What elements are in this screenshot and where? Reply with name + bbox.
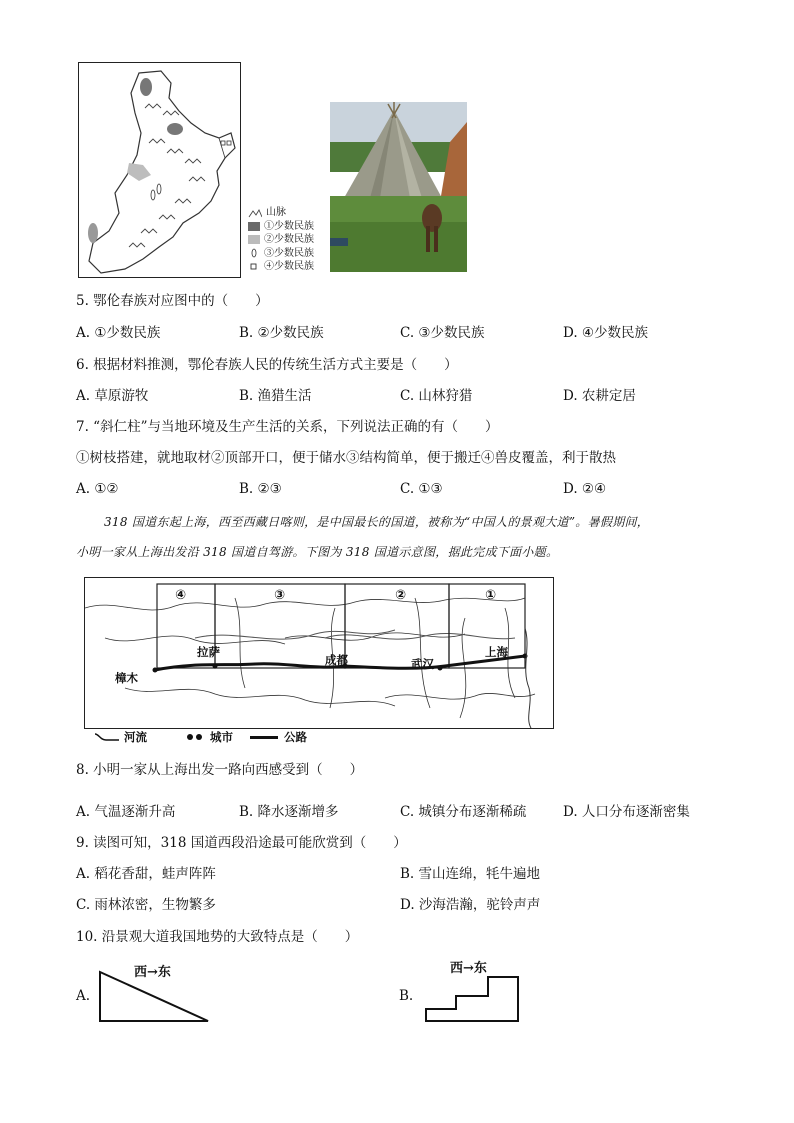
q8-option-c[interactable]: C. 城镇分布逐渐稀疏 — [400, 804, 527, 820]
q10-option-b-direction: 西→东 — [450, 961, 487, 976]
road-legend-icon — [250, 735, 278, 740]
northeast-china-map — [78, 62, 241, 278]
q9-option-a[interactable]: A. 稻花香甜，蛙声阵阵 — [76, 866, 216, 882]
city-label-lhasa: 拉萨 — [197, 645, 220, 659]
question-8-stem: 8. 小明一家从上海出发一路向西感受到（ ） — [76, 762, 364, 778]
legend-label: ④少数民族 — [264, 261, 314, 272]
q7-option-a[interactable]: A. ①② — [76, 481, 119, 497]
question-7-statements: ①树枝搭建，就地取材②顶部开口，便于储水③结构简单，便于搬迁④兽皮覆盖，利于散热 — [76, 450, 616, 466]
route-318-drawing — [85, 578, 553, 728]
q6-option-c[interactable]: C. 山林狩猎 — [400, 388, 473, 404]
dark-fill-swatch — [248, 222, 260, 231]
terrain-profile-a[interactable] — [98, 968, 212, 1024]
q9-option-d[interactable]: D. 沙海浩瀚，驼铃声声 — [400, 897, 541, 913]
northeast-region-outline — [79, 63, 239, 276]
q10-option-b-letter[interactable]: B. — [399, 988, 414, 1004]
city-legend-icon — [186, 733, 204, 741]
q5-option-c[interactable]: C. ③少数民族 — [400, 325, 485, 341]
q9-option-b[interactable]: B. 雪山连绵，牦牛遍地 — [400, 866, 541, 882]
q10-option-a-letter[interactable]: A. — [76, 988, 91, 1004]
terrain-profile-b[interactable] — [424, 974, 522, 1024]
q6-option-d[interactable]: D. 农耕定居 — [563, 388, 636, 404]
q7-option-b[interactable]: B. ②③ — [239, 481, 282, 497]
square-icon — [248, 262, 260, 272]
river-legend-icon — [94, 731, 120, 743]
q10-option-a-direction: 西→东 — [134, 965, 171, 980]
passage-line-1: 318 国道东起上海，西至西藏日喀则，是中国最长的国道，被称为“中国人的景观大道”。暑假期间， — [104, 515, 650, 529]
region-1-patch — [140, 78, 152, 96]
legend-label: ③少数民族 — [264, 247, 314, 259]
question-5-stem: 5. 鄂伦春族对应图中的（ ） — [76, 293, 269, 309]
city-dot-wuhan — [438, 666, 443, 671]
legend-group-4 — [248, 260, 314, 274]
q7-option-c[interactable]: C. ①③ — [400, 481, 443, 497]
box-label-1: ① — [485, 588, 497, 603]
reindeer — [422, 204, 442, 232]
q8-option-d[interactable]: D. 人口分布逐渐密集 — [563, 804, 690, 820]
legend-group-3 — [248, 247, 314, 261]
legend-road-label: 公路 — [284, 730, 307, 744]
passage-line-2: 小明一家从上海出发沿 318 国道自驾游。下图为 318 国道示意图，据此完成下面小题。 — [76, 545, 559, 559]
xierenzhu-tent-photo — [330, 102, 467, 272]
q5-option-a[interactable]: A. ①少数民族 — [76, 325, 161, 341]
legend-city-label: 城市 — [210, 730, 233, 744]
legend-group-1 — [248, 220, 314, 234]
box-label-2: ② — [395, 588, 407, 603]
light-fill-swatch — [248, 235, 260, 244]
q7-option-d[interactable]: D. ②④ — [563, 481, 607, 497]
legend-label: ①少数民族 — [264, 220, 314, 232]
legend-label: 山脉 — [266, 207, 286, 218]
route-318-map — [84, 577, 554, 729]
map1-legend — [248, 206, 314, 274]
question-10-stem: 10. 沿景观大道我国地势的大致特点是（ ） — [76, 929, 359, 945]
city-dot-lhasa — [213, 664, 218, 669]
leaf-icon — [248, 248, 260, 258]
q5-option-b[interactable]: B. ②少数民族 — [239, 325, 324, 341]
road-318-passage — [76, 507, 716, 567]
q8-option-a[interactable]: A. 气温逐渐升高 — [76, 804, 176, 820]
question-7-stem: 7. “斜仁柱”与当地环境及生产生活的关系，下列说法正确的有（ ） — [76, 419, 499, 435]
q9-option-c[interactable]: C. 雨林浓密，生物繁多 — [76, 897, 216, 913]
city-label-chengdu: 成都 — [325, 653, 348, 667]
region-2-patch — [88, 223, 98, 243]
q6-option-a[interactable]: A. 草原游牧 — [76, 388, 149, 404]
legend-group-2 — [248, 233, 314, 247]
question-9-stem: 9. 读图可知，318 国道西段沿途最可能欣赏到（ ） — [76, 835, 407, 851]
city-dot-zhangmu — [153, 668, 158, 673]
mountain-icon — [248, 208, 262, 218]
box-label-4: ④ — [175, 588, 187, 603]
legend-label: ②少数民族 — [264, 234, 314, 245]
city-label-wuhan: 武汉 — [411, 657, 434, 671]
city-label-shanghai: 上海 — [485, 645, 508, 659]
region-1-patch — [167, 123, 183, 135]
q5-option-d[interactable]: D. ④少数民族 — [563, 325, 649, 341]
q6-option-b[interactable]: B. 渔猎生活 — [239, 388, 312, 404]
box-label-3: ③ — [274, 588, 286, 603]
question-6-stem: 6. 根据材料推测，鄂伦春族人民的传统生活方式主要是（ ） — [76, 357, 458, 373]
q8-option-b[interactable]: B. 降水逐渐增多 — [239, 804, 339, 820]
city-label-zhangmu: 樟木 — [115, 671, 138, 685]
legend-mountain — [248, 206, 314, 220]
legend-river-label: 河流 — [124, 730, 147, 744]
